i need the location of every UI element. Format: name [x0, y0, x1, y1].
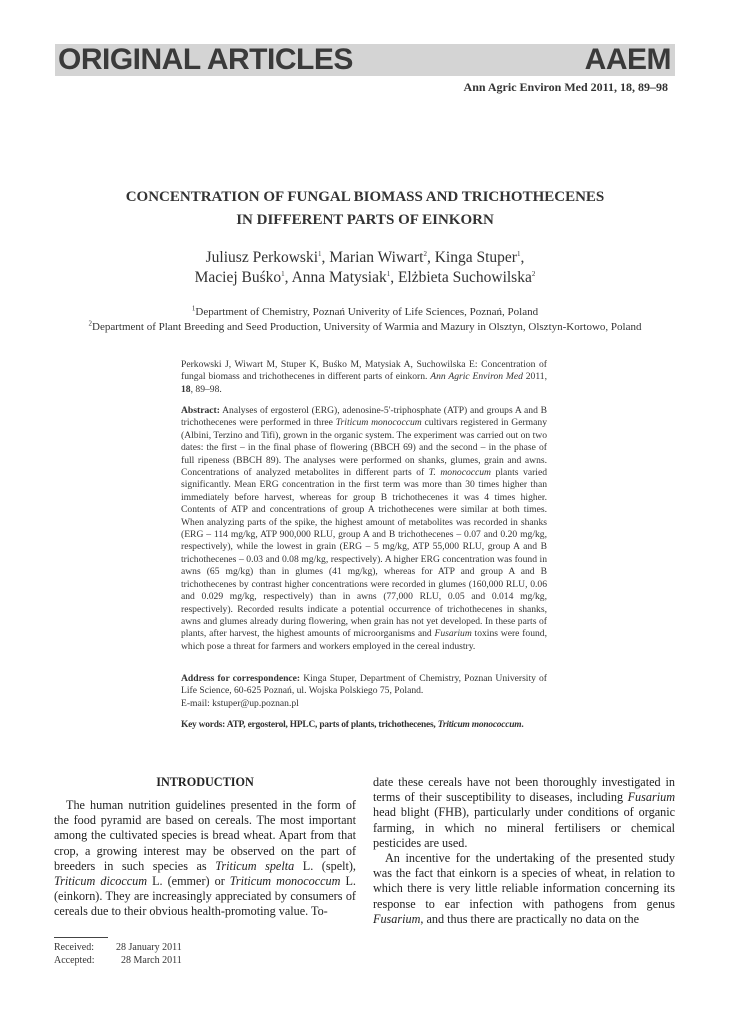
- authors-line-2: [60, 268, 670, 288]
- citation-text: , 89–98.: [190, 383, 222, 395]
- author-affil-mark: 1: [516, 249, 521, 258]
- author-separator: ,: [426, 249, 435, 266]
- body-text: The human nutrition guidelines presented in the form of the food pyramid are based on cereals. The most important among the cultivated species is bread wheat. Apart from that crop, a growing interest may be observed on the part of breeders in such species as: [54, 798, 356, 873]
- author-name: Juliusz Perkowski: [205, 249, 319, 266]
- body-text: , and thus there are practically no data on the: [420, 911, 640, 926]
- abstract-species: T. monococcum: [428, 467, 491, 479]
- keywords: [181, 719, 547, 731]
- body-text: date these cereals have not been thoroughly investigated in terms of their susceptibility to diseases, including: [373, 775, 675, 805]
- journal-citation: Ann Agric Environ Med 2011, 18, 89–98: [463, 80, 668, 94]
- journal-abbrev: AAEM: [584, 43, 671, 76]
- title-line-1: CONCENTRATION OF FUNGAL BIOMASS AND TRICHOTHECENES: [125, 189, 605, 205]
- abstract-text: Analyses of ergosterol (ERG), adenosine-5'-triphosphate (ATP) and groups A and B trichothecenes were performed in three: [181, 405, 547, 429]
- author-separator: ,: [520, 249, 525, 266]
- address-text: Kinga Stuper, Department of Chemistry, Poznan University of Life Science, 60-625 Poznań, ul. Wojska Polskiego 75, Poland.: [181, 673, 547, 697]
- abstract-species: Triticum monococcum: [335, 417, 422, 429]
- species-name: Triticum spelta: [215, 858, 295, 873]
- body-text: head blight (FHB), particularly under conditions of organic farming, in which no mineral fertilisers or chemical pesticides are used.: [373, 805, 675, 850]
- species-name: Triticum dicoccum: [54, 874, 148, 889]
- author-affil-mark: 1: [318, 249, 322, 258]
- abstract: [181, 405, 547, 653]
- accepted-footnote: [54, 955, 182, 966]
- author-name: Maciej Buśko: [194, 269, 282, 286]
- article-title: [60, 186, 670, 232]
- genus-name: Fusarium: [627, 790, 675, 805]
- author-name: Kinga Stuper: [434, 249, 517, 266]
- abstract-text: toxins were found, which pose a threat for farmers and workers employed in the cereal industry.: [181, 628, 547, 652]
- intro-paragraph-1-cont: [373, 775, 675, 851]
- author-separator: ,: [321, 249, 330, 266]
- affiliations: [40, 305, 690, 335]
- citation-volume: 18: [181, 383, 191, 395]
- author-affil-mark: 2: [531, 269, 536, 278]
- accepted-label: Accepted:: [54, 955, 95, 966]
- author-name: Anna Matysiak: [291, 269, 387, 286]
- affil-mark: 2: [88, 319, 93, 328]
- affil-mark: 1: [191, 304, 196, 313]
- received-label: Received:: [54, 942, 94, 953]
- section-banner: [55, 44, 675, 76]
- citation-block: [181, 359, 547, 396]
- authors-line-1: [60, 248, 670, 268]
- affil-text: Department of Chemistry, Poznań Univerity of Life Sciences, Poznań, Poland: [195, 306, 539, 318]
- address-email: E-mail: kstuper@up.poznan.pl: [181, 697, 299, 709]
- abstract-text: plants varied significantly. Mean ERG concentration in the first term was more than 30 times higher than immediately before harvest, whereas for group B trichothecenes it was 4 times higher. Contents of ATP and concentrations of group A trichothecenes were similar at both times. When analyzing parts of the spike, the highest amount of metabolites was recorded in shanks (ERG – 114 mg/kg, ATP 900,000 RLU, group A and B trichothecenes – 0.07 and 0.20 mg/kg, respectively), while the lowest in grain (ERG – 5 mg/kg, ATP 55,000 RLU, group A and B trichothecenes – 0.03 and 0.08 mg/kg, respectively). A higher ERG concentration was found in awns (65 mg/kg) than in glumes (41 mg/kg), whereas for ATP and group A and B trichothecenes by contrast higher concentrations were recorded in glumes (160,000 RLU, 0.06 and 0.029 mg/kg, respectively) than in awns (77,000 RLU, 0.05 and 0.014 mg/kg, respectively). Recorded results indicate a potential occurrence of trichothecenes in shanks, awns and glumes already during flowering, when grain has not yet developed. In these parts of plants, after harvest, the highest amounts of microorganisms and: [181, 467, 547, 640]
- author-name: Elżbieta Suchowilska: [397, 269, 532, 286]
- keywords-end: .: [521, 720, 524, 730]
- species-name: Triticum monococcum: [229, 874, 341, 889]
- address-label: Address for correspondence:: [181, 673, 301, 684]
- title-line-2: IN DIFFERENT PARTS OF EINKORN: [236, 212, 494, 228]
- author-affil-mark: 1: [386, 269, 391, 278]
- affiliation-1: [40, 305, 690, 320]
- keywords-text: Key words: ATP, ergosterol, HPLC, parts of plants, trichothecenes,: [181, 720, 438, 730]
- author-affil-mark: 2: [423, 249, 427, 258]
- intro-paragraph-2: [373, 851, 675, 927]
- intro-column-left: [54, 798, 356, 920]
- abstract-text: cultivars registered in Germany (Albini, Terzino and Tifi), grown in the organic system. The experiment was carried out on two dates: the first – in the final phase of flowering (BBCH 69) and the second – in the phase of full ripeness (BBCH 89). The analyses were performed on shanks, glumes, grain and awns. Concentrations of analyzed metabolites in different parts of: [181, 417, 547, 479]
- keywords-species: Triticum monococcum: [437, 720, 522, 730]
- author-separator: ,: [390, 269, 398, 286]
- author-separator: ,: [284, 269, 292, 286]
- affil-text: Department of Plant Breeding and Seed Production, University of Warmia and Mazury in Olsztyn, Olsztyn-Kortowo, Poland: [92, 321, 642, 333]
- citation-text: 2011,: [522, 371, 547, 383]
- body-text: L. (emmer) or: [147, 874, 230, 889]
- correspondence-address: [181, 673, 547, 710]
- author-list: [60, 248, 670, 288]
- author-name: Marian Wiwart: [329, 249, 424, 266]
- section-heading-introduction: INTRODUCTION: [156, 775, 254, 789]
- intro-column-right: [373, 775, 675, 927]
- citation-journal: Ann Agric Environ Med: [430, 371, 523, 383]
- author-affil-mark: 1: [281, 269, 285, 278]
- affiliation-2: [40, 320, 690, 335]
- section-label: ORIGINAL ARTICLES: [58, 43, 353, 76]
- body-text: An incentive for the undertaking of the presented study was the fact that einkorn is a species of wheat, in relation to which there is very little reliable information concerning its response to ear infection with pathogens from genus: [373, 851, 675, 911]
- received-footnote: [54, 942, 182, 953]
- body-text: L. (spelt),: [294, 858, 356, 873]
- abstract-label: Abstract:: [181, 405, 220, 416]
- received-date: 28 January 2011: [116, 942, 182, 953]
- address-line: [181, 673, 547, 698]
- intro-paragraph-1: [54, 798, 356, 920]
- accepted-date: 28 March 2011: [121, 955, 182, 966]
- genus-name: Fusarium: [373, 911, 421, 926]
- body-text: L. (einkorn). They are increasingly appreciated by consumers of cereals due to their obvious health-promoting value. To-: [54, 874, 356, 919]
- footnote-rule: [54, 937, 108, 938]
- citation-text: Perkowski J, Wiwart M, Stuper K, Buśko M, Matysiak A, Suchowilska E: Concentration of fungal biomass and trichothecenes in different parts of einkorn.: [181, 359, 547, 383]
- abstract-genus: Fusarium: [434, 628, 472, 640]
